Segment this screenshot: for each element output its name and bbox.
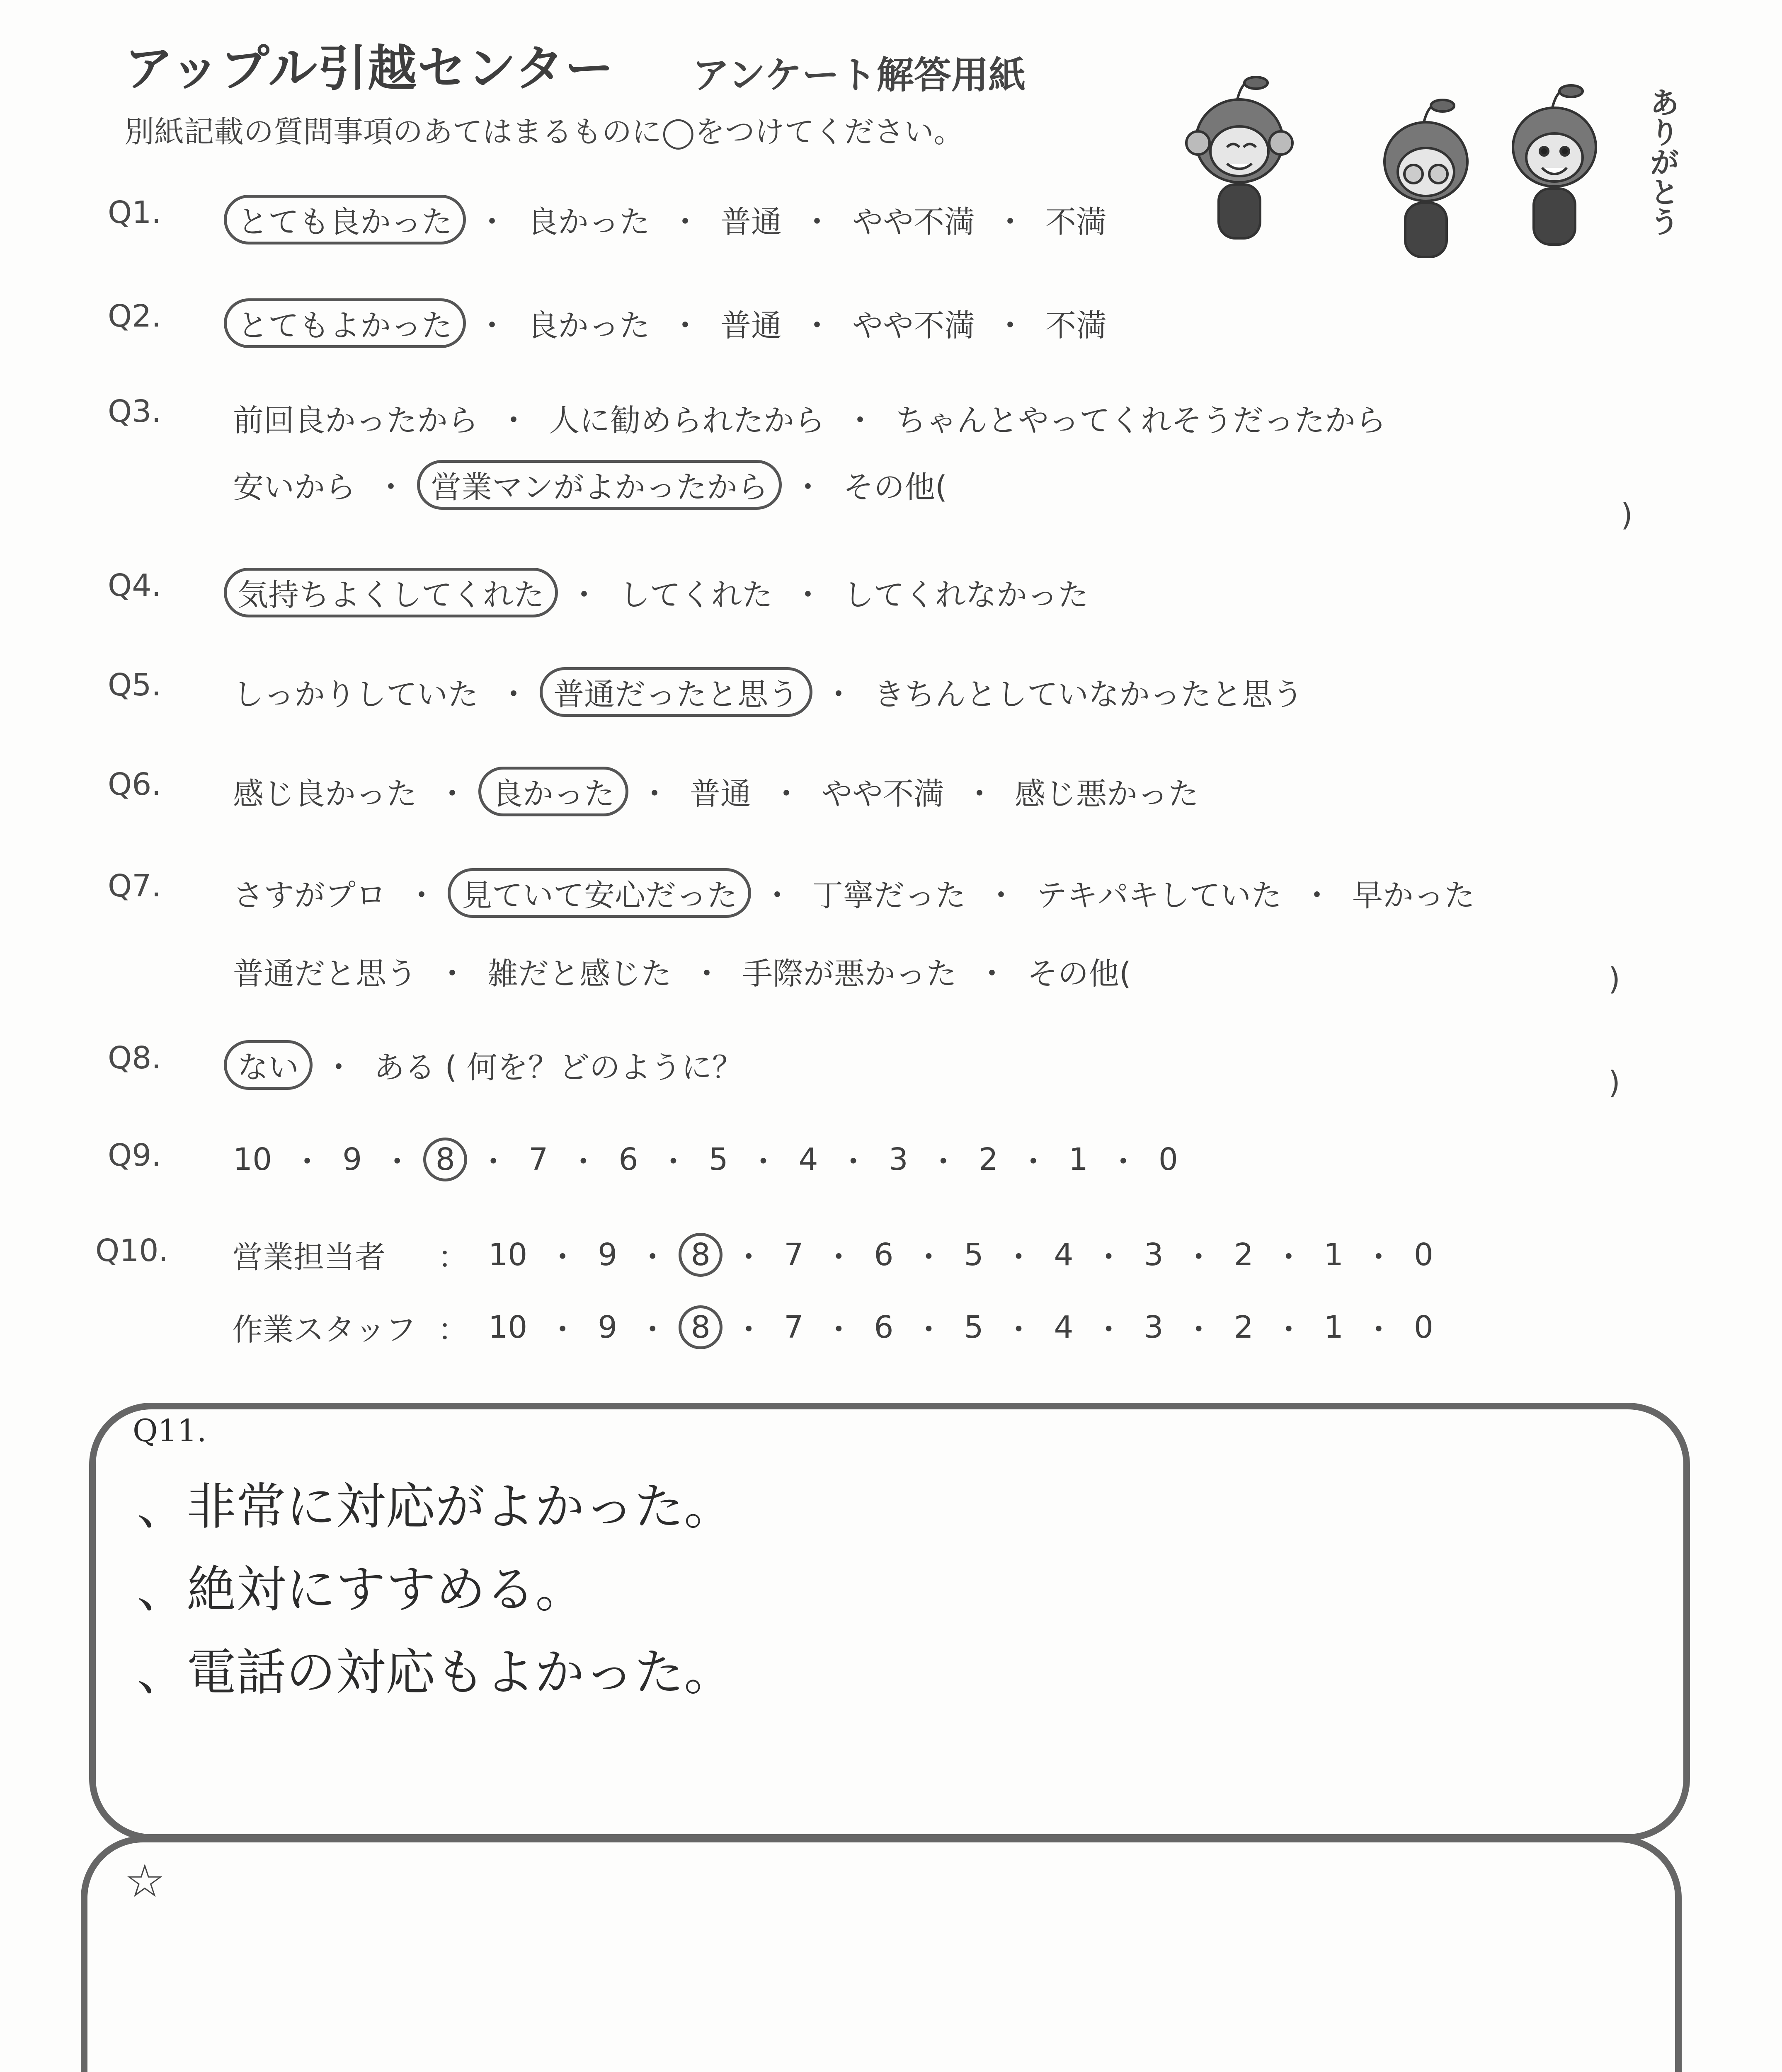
rating-target-label: 作業スタッフ	[232, 1312, 416, 1348]
answer-option[interactable]: してくれた	[619, 577, 773, 613]
rating-option[interactable]: 6	[874, 1237, 894, 1273]
rating-option[interactable]: 4	[1054, 1237, 1074, 1273]
answer-option[interactable]: 雑だと感じた	[487, 956, 672, 992]
separator: ・	[733, 1312, 764, 1348]
answer-option-selected[interactable]: とてもよかった	[224, 298, 466, 348]
rating-option[interactable]: 1	[1324, 1310, 1343, 1345]
answer-option[interactable]: 普通	[690, 776, 751, 812]
answer-option[interactable]: 不満	[1045, 308, 1107, 344]
answer-option-selected[interactable]: 普通だったと思う	[540, 667, 812, 717]
answer-option[interactable]: 0	[1158, 1142, 1178, 1177]
option-row	[224, 460, 956, 510]
instruction-text: 別紙記載の質問事項のあてはまるものに◯をつけてください。	[124, 114, 964, 149]
separator: ・	[498, 403, 529, 438]
answer-option[interactable]: してくれなかった	[843, 577, 1089, 613]
separator: ・	[748, 1144, 779, 1180]
separator: ・	[637, 1312, 668, 1348]
separator: ・	[498, 677, 529, 712]
separator: ・	[639, 776, 670, 812]
separator: ・	[691, 956, 722, 992]
question-label: Q10.	[95, 1233, 168, 1268]
rating-option[interactable]: 5	[964, 1310, 984, 1345]
separator: ・	[547, 1239, 578, 1275]
answer-option[interactable]: やや不満	[852, 308, 975, 344]
option-row	[224, 947, 1140, 996]
answer-option[interactable]: やや不満	[852, 204, 975, 240]
option-row	[224, 667, 1312, 717]
question-label: Q8.	[108, 1040, 161, 1076]
rating-option[interactable]: 10	[488, 1237, 528, 1273]
separator: ・	[376, 470, 406, 505]
thanks-text: ありがとう	[1645, 87, 1680, 236]
rating-option[interactable]: 3	[1144, 1237, 1164, 1273]
rating-option[interactable]: 7	[784, 1237, 804, 1273]
rating-option[interactable]: 10	[488, 1310, 528, 1345]
answer-option[interactable]: 良かった	[527, 308, 650, 344]
answer-option[interactable]: ちゃんとやってくれそうだったから	[895, 403, 1386, 438]
separator: ・	[802, 204, 832, 240]
separator: ・	[928, 1144, 959, 1180]
separator: ・	[1003, 1239, 1034, 1275]
separator: ・	[1003, 1312, 1034, 1348]
separator: ・	[1183, 1239, 1214, 1275]
answer-option[interactable]: 不満	[1045, 204, 1107, 240]
answer-option[interactable]: しっかりしていた	[233, 677, 478, 712]
company-title: アップル引越センター	[124, 40, 615, 97]
separator: ・	[838, 1144, 869, 1180]
answer-option[interactable]: 普通	[720, 308, 782, 344]
answer-option[interactable]: 丁寧だった	[812, 878, 966, 913]
separator: ：	[438, 1239, 468, 1275]
closing-paren: )	[1608, 1065, 1620, 1101]
separator: ・	[986, 878, 1016, 913]
rating-option[interactable]: 0	[1413, 1310, 1434, 1345]
handwritten-comment: 、絶対にすすめる。	[137, 1561, 585, 1619]
monkey-icon	[1384, 100, 1467, 257]
rating-option[interactable]: 6	[874, 1310, 894, 1345]
answer-option-selected[interactable]: 営業マンがよかったから	[417, 460, 782, 510]
separator: ・	[1363, 1312, 1394, 1348]
separator: ・	[762, 878, 793, 913]
separator: ・	[569, 577, 599, 613]
separator: ・	[1183, 1312, 1214, 1348]
handwritten-comment: 、非常に対応がよかった。	[137, 1478, 734, 1536]
rating-option[interactable]: 7	[784, 1310, 804, 1345]
answer-option-selected[interactable]: ない	[224, 1040, 313, 1090]
separator: ・	[823, 677, 854, 712]
answer-option[interactable]: 安いから	[233, 470, 356, 505]
separator: ：	[438, 1312, 468, 1348]
option-row	[224, 195, 1116, 244]
separator: ・	[1093, 1239, 1124, 1275]
answer-option[interactable]: 6	[618, 1142, 638, 1177]
separator: ・	[406, 878, 437, 913]
rating-row	[232, 1305, 1443, 1349]
answer-option[interactable]: 前回良かったから	[233, 403, 478, 438]
rating-option[interactable]: 2	[1234, 1237, 1253, 1273]
answer-option[interactable]: 10	[233, 1142, 272, 1177]
answer-option[interactable]: 感じ悪かった	[1015, 776, 1199, 812]
answer-option[interactable]: 手際が悪かった	[742, 956, 957, 992]
answer-option[interactable]: 2	[978, 1142, 998, 1177]
answer-option[interactable]: 4	[798, 1142, 818, 1177]
separator: ・	[995, 204, 1026, 240]
separator: ・	[292, 1144, 323, 1180]
option-row	[224, 568, 1098, 617]
separator: ・	[658, 1144, 689, 1180]
separator: ・	[477, 308, 507, 344]
answer-option[interactable]: 5	[708, 1142, 728, 1177]
rating-option[interactable]: 4	[1054, 1310, 1074, 1345]
answer-option[interactable]: 良かった	[527, 204, 650, 240]
rating-option[interactable]: 0	[1413, 1237, 1434, 1273]
answer-option[interactable]: 3	[888, 1142, 908, 1177]
handwritten-comment: 、電話の対応もよかった。	[137, 1644, 734, 1702]
option-row	[224, 868, 1484, 918]
separator: ・	[437, 776, 468, 812]
question-label: Q9.	[108, 1138, 161, 1173]
separator: ・	[637, 1239, 668, 1275]
rating-option-selected[interactable]: 8	[679, 1305, 722, 1349]
answer-option[interactable]: きちんとしていなかったと思う	[874, 677, 1303, 712]
monkey-mascots-illustration	[1152, 62, 1700, 278]
separator: ・	[1273, 1312, 1304, 1348]
separator: ・	[670, 308, 701, 344]
question-label: Q1.	[108, 195, 161, 230]
rating-option[interactable]: 1	[1324, 1237, 1343, 1273]
answer-option[interactable]: ある ( 何を？どのように？	[374, 1050, 743, 1085]
rating-target-label: 営業担当者	[232, 1239, 385, 1275]
separator: ・	[823, 1239, 854, 1275]
separator: ・	[771, 776, 802, 812]
answer-option[interactable]: 1	[1068, 1142, 1088, 1177]
separator: ・	[437, 956, 468, 992]
answer-option[interactable]: 7	[529, 1142, 548, 1177]
separator: ・	[964, 776, 995, 812]
separator: ・	[323, 1050, 354, 1085]
answer-option[interactable]: テキパキしていた	[1036, 878, 1282, 913]
answer-option[interactable]: さすがプロ	[233, 878, 386, 913]
free-comment-box	[81, 1836, 1682, 2072]
question-label: Q3.	[108, 394, 161, 429]
answer-option[interactable]: 感じ良かった	[233, 776, 417, 812]
separator: ・	[1018, 1144, 1049, 1180]
separator: ・	[793, 577, 823, 613]
closing-paren: )	[1608, 961, 1620, 997]
rating-option[interactable]: 5	[964, 1237, 984, 1273]
separator: ・	[823, 1312, 854, 1348]
separator: ・	[733, 1239, 764, 1275]
rating-option-selected[interactable]: 8	[679, 1233, 722, 1277]
answer-option[interactable]: その他(	[843, 470, 947, 505]
answer-option[interactable]: 人に勧められたから	[549, 403, 825, 438]
answer-option[interactable]: その他(	[1027, 956, 1131, 992]
question-label: Q4.	[108, 568, 161, 603]
star-icon: ☆	[124, 1854, 165, 1907]
separator: ・	[1363, 1239, 1394, 1275]
question-label: Q5.	[108, 667, 161, 703]
separator: ・	[1302, 878, 1332, 913]
separator: ・	[477, 204, 507, 240]
option-row	[224, 767, 1208, 816]
monkey-icon	[1513, 85, 1596, 244]
separator: ・	[913, 1312, 944, 1348]
question-label: Q2.	[108, 298, 161, 334]
separator: ・	[845, 403, 875, 438]
rating-option[interactable]: 9	[598, 1237, 618, 1273]
question-label: Q6.	[108, 767, 161, 802]
option-row	[224, 1138, 1187, 1181]
separator: ・	[670, 204, 701, 240]
answer-option-selected[interactable]: とても良かった	[224, 195, 466, 244]
separator: ・	[802, 308, 832, 344]
option-row	[224, 394, 1395, 443]
answer-option[interactable]: 9	[342, 1142, 362, 1177]
separator: ・	[1093, 1312, 1124, 1348]
separator: ・	[382, 1144, 413, 1180]
option-row	[224, 298, 1116, 348]
separator: ・	[793, 470, 823, 505]
answer-option-selected[interactable]: 見ていて安心だった	[448, 868, 751, 918]
answer-option[interactable]: 普通	[720, 204, 782, 240]
rating-option[interactable]: 3	[1144, 1310, 1164, 1345]
answer-option-selected[interactable]: 良かった	[478, 767, 628, 816]
question-label: Q7.	[108, 868, 161, 904]
separator: ・	[568, 1144, 599, 1180]
separator: ・	[1108, 1144, 1139, 1180]
monkey-icon	[1186, 77, 1292, 238]
separator: ・	[547, 1312, 578, 1348]
answer-option[interactable]: 早かった	[1352, 878, 1475, 913]
answer-option[interactable]: 普通だと思う	[233, 956, 417, 992]
answer-option[interactable]: やや不満	[822, 776, 944, 812]
form-subtitle: アンケート解答用紙	[692, 53, 1026, 97]
separator: ・	[977, 956, 1007, 992]
separator: ・	[913, 1239, 944, 1275]
answer-option-selected[interactable]: 8	[423, 1138, 467, 1181]
separator: ・	[995, 308, 1026, 344]
separator: ・	[1273, 1239, 1304, 1275]
closing-paren: )	[1621, 497, 1633, 533]
question-label: Q11.	[133, 1413, 207, 1449]
answer-option-selected[interactable]: 気持ちよくしてくれた	[224, 568, 558, 617]
separator: ・	[478, 1144, 509, 1180]
rating-option[interactable]: 2	[1234, 1310, 1253, 1345]
rating-option[interactable]: 9	[598, 1310, 618, 1345]
option-row	[224, 1040, 752, 1090]
rating-row	[232, 1233, 1443, 1277]
